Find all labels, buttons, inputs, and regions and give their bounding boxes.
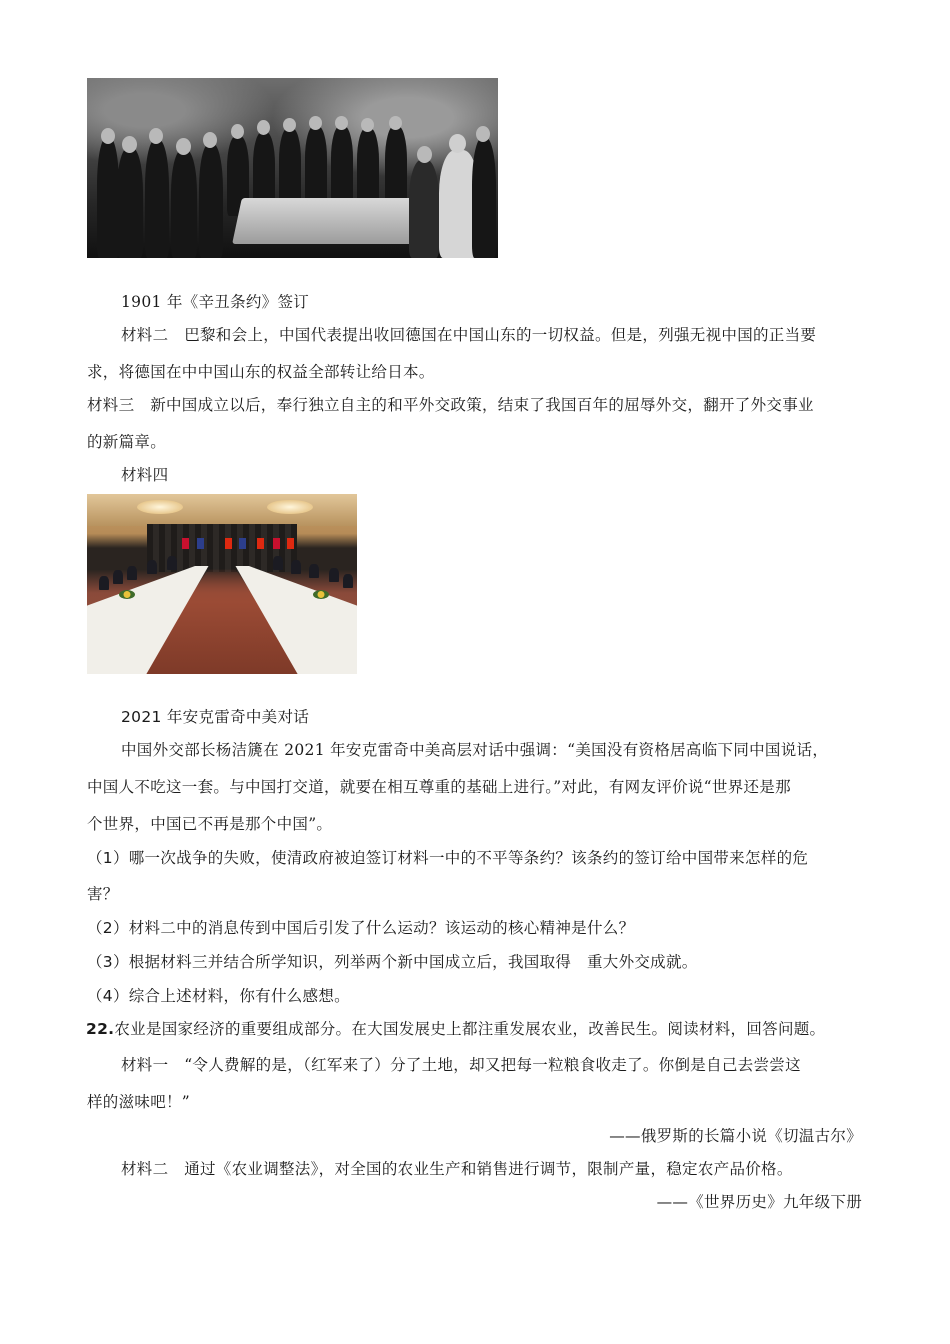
question-4: （4）综合上述材料，你有什么感想。 — [87, 987, 350, 1005]
question-3: （3）根据材料三并结合所学知识，列举两个新中国成立后，我国取得 重大外交成就。 — [87, 953, 698, 971]
question-2: （2）材料二中的消息传到中国后引发了什么运动？该运动的核心精神是什么？ — [87, 919, 635, 937]
material2-line2: 求，将德国在中中国山东的权益全部转让给日本。 — [87, 363, 435, 381]
material4-line3: 个世界，中国已不再是那个中国”。 — [87, 815, 333, 833]
material4-line1: 中国外交部长杨洁篪在 2021 年安克雷奇中美高层对话中强调：“美国没有资格居高临下同中国说话， — [121, 741, 829, 759]
q22-material2-source: ——《世界历史》九年级下册 — [656, 1193, 862, 1211]
question-22-text: 农业是国家经济的重要组成部分。在大国发展史上都注重发展农业，改善民生。阅读材料，回答问题。 — [114, 1020, 826, 1038]
material3-line1: 材料三 新中国成立以后，奉行独立自主的和平外交政策，结束了我国百年的屈辱外交，翻开了外交事业 — [87, 396, 814, 414]
q22-material1-line1: 材料一 “令人费解的是，（红军来了）分了土地，却又把每一粒粮食收走了。你倒是自己去尝尝这 — [121, 1056, 801, 1074]
question-1-line1: （1）哪一次战争的失败，使清政府被迫签订材料一中的不平等条约？该条约的签订给中国带来怎样的危 — [87, 849, 809, 867]
anchorage-dialogue-photo — [87, 494, 357, 674]
question-22-stem — [86, 1017, 825, 1039]
material4-label: 材料四 — [121, 466, 169, 484]
question-1-line2: 害？ — [87, 885, 119, 903]
material2-line1: 材料二 巴黎和会上，中国代表提出收回德国在中国山东的一切权益。但是，列强无视中国的正当要 — [121, 326, 817, 344]
question-number: 22. — [86, 1020, 115, 1038]
material1-caption: 1901 年《辛丑条约》签订 — [121, 293, 310, 311]
material4-line2: 中国人不吃这一套。与中国打交道，就要在相互尊重的基础上进行。”对此，有网友评价说“世界还是那 — [87, 778, 791, 796]
material3-line2: 的新篇章。 — [87, 433, 167, 451]
q22-material2-line1: 材料二 通过《农业调整法》，对全国的农业生产和销售进行调节，限制产量，稳定农产品价格。 — [121, 1160, 793, 1178]
q22-material1-source: ——俄罗斯的长篇小说《切温古尔》 — [609, 1127, 862, 1145]
material4-caption: 2021 年安克雷奇中美对话 — [121, 708, 310, 726]
treaty-signing-photo — [87, 78, 498, 258]
q22-material1-line2: 样的滋味吧！” — [87, 1093, 191, 1111]
